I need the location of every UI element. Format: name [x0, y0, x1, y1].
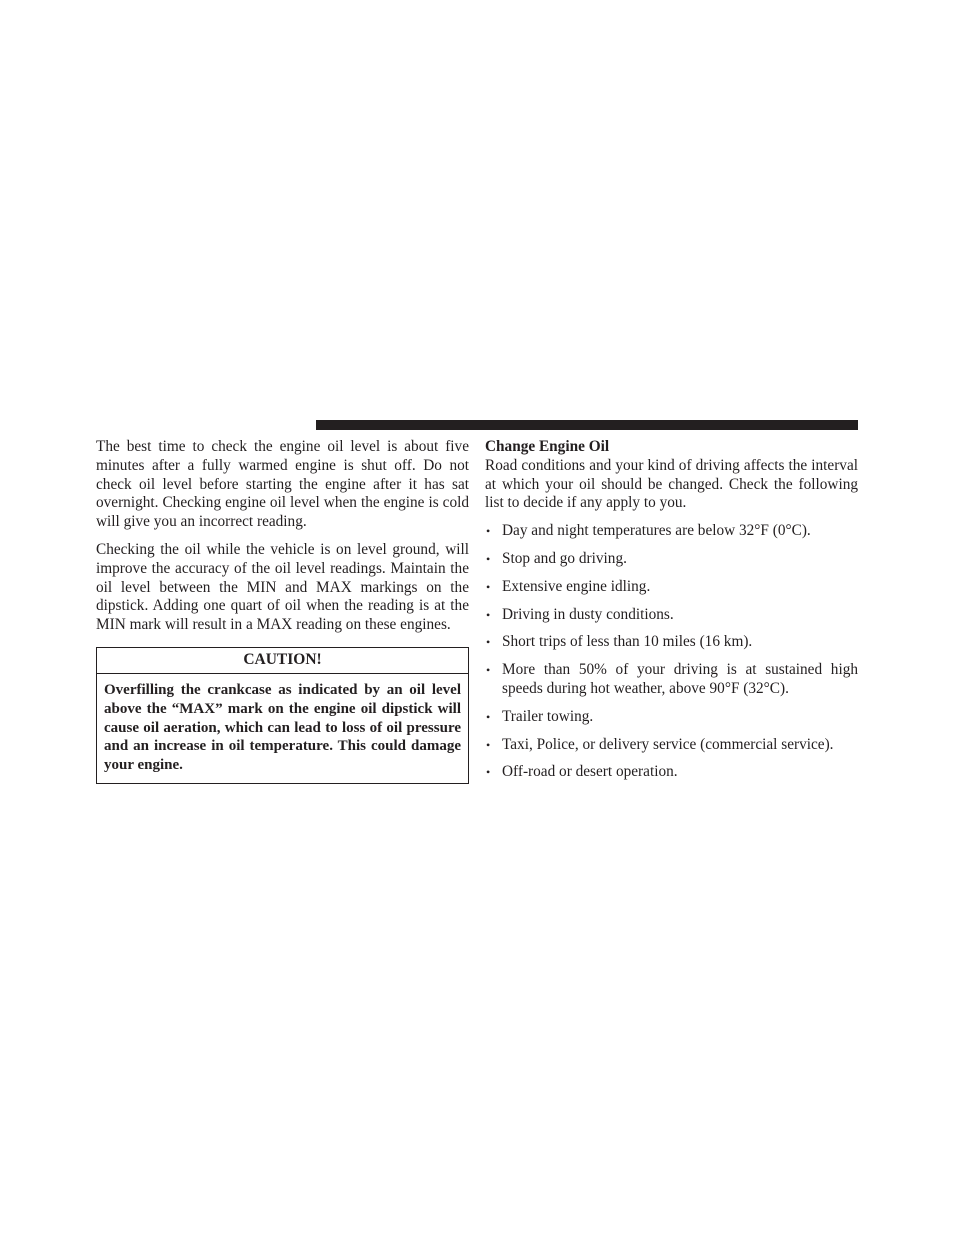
- list-item-text: Day and night temperatures are below 32°F (0°C).: [502, 522, 811, 540]
- oil-level-paragraph: Checking the oil while the vehicle is on level ground, will improve the accuracy of the oil level readings. Maintain the oil level between the MIN and MAX markings on the dipstick. Adding one quart of oil when the reading is at the MIN mark will result in a MAX reading on these engines.: [96, 540, 469, 634]
- bullet-icon: •: [486, 635, 491, 650]
- bullet-icon: •: [486, 765, 491, 780]
- conditions-list: [485, 522, 858, 782]
- section-heading: Change Engine Oil: [485, 438, 610, 455]
- list-item: [485, 606, 858, 625]
- list-item: [485, 633, 858, 652]
- list-item-text: Driving in dusty conditions.: [502, 605, 674, 623]
- bullet-icon: •: [486, 579, 491, 594]
- list-item-text: Taxi, Police, or delivery service (commercial service).: [502, 735, 834, 753]
- change-oil-intro: Road conditions and your kind of driving affects the interval at which your oil should be changed. Check the following list to decide if any apply to you.: [485, 456, 858, 512]
- list-item-text: Extensive engine idling.: [502, 577, 651, 595]
- caution-title: CAUTION!: [97, 648, 468, 674]
- list-item-text: Short trips of less than 10 miles (16 km).: [502, 633, 753, 651]
- right-column: [485, 438, 858, 791]
- oil-check-timing-paragraph: The best time to check the engine oil level is about five minutes after a fully warmed engine is shut off. Do not check oil level before starting the engine after it has sat overnight. Checking engine oil level when the engine is cold will give you an incorrect reading.: [96, 438, 469, 531]
- list-item: [485, 708, 858, 727]
- bullet-icon: •: [486, 607, 491, 622]
- caution-box: [96, 647, 469, 784]
- list-item: [485, 736, 858, 755]
- list-item: [485, 661, 858, 699]
- bullet-icon: •: [486, 709, 491, 724]
- list-item-text: Stop and go driving.: [502, 549, 627, 567]
- caution-text: Overfilling the crankcase as indicated by an oil level above the “MAX” mark on the engine oil dipstick will cause oil aeration, which can lead to loss of oil pressure and an increase in oil temperature. This could damage your engine.: [104, 681, 461, 774]
- list-item: [485, 550, 858, 569]
- bullet-icon: •: [486, 737, 491, 752]
- list-item-text: Off-road or desert operation.: [502, 763, 678, 781]
- section-header-bar: [316, 420, 858, 430]
- list-item-text: More than 50% of your driving is at sustained high speeds during hot weather, above 90°F (32°C).: [502, 661, 858, 697]
- list-item: [485, 763, 858, 782]
- list-item: [485, 578, 858, 597]
- bullet-icon: •: [486, 551, 491, 566]
- left-column: [96, 438, 469, 784]
- list-item: [485, 522, 858, 541]
- bullet-icon: •: [486, 663, 491, 678]
- list-item-text: Trailer towing.: [502, 707, 594, 725]
- bullet-icon: •: [486, 524, 491, 539]
